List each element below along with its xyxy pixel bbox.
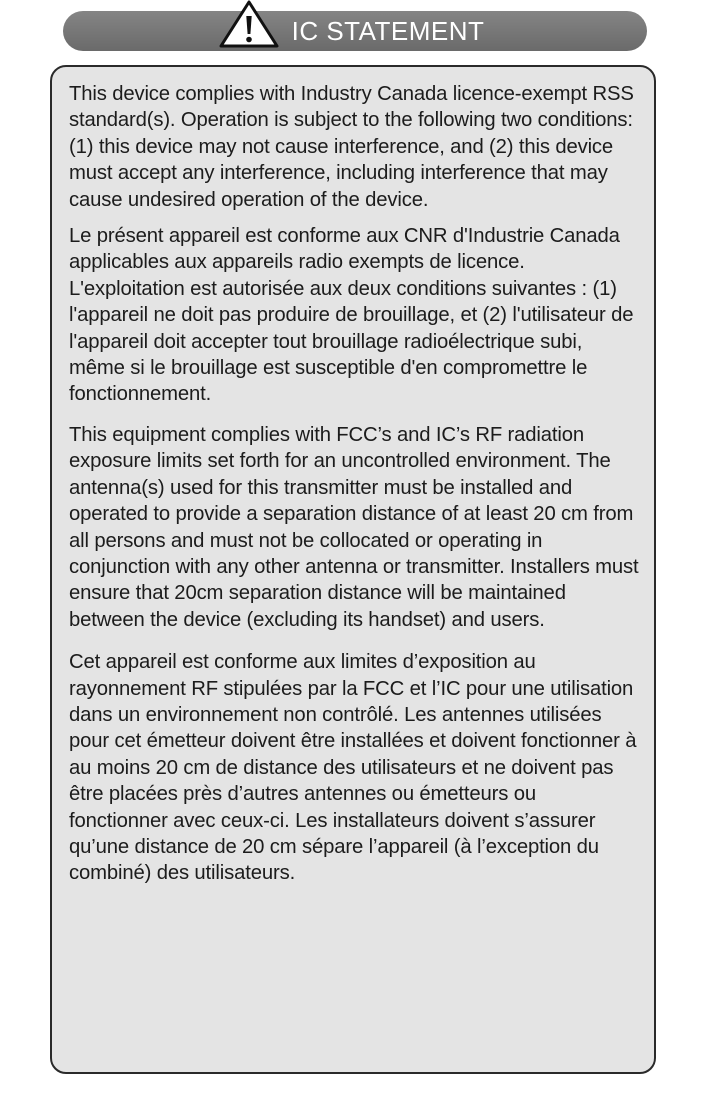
- statement-paragraph-fr-compliance: Le présent appareil est conforme aux CNR d'Industrie Canada applicables aux appareils radio exempts de licence. L'exploitation est autorisée aux deux conditions suivantes : (1) l'appareil ne doit pas produire de brouillage, et (2) l'utilisateur de l'appareil doit accepter tout brouillage radioélectrique subi, même si le brouillage est susceptible d'en compromettre le fonctionnement.: [69, 225, 634, 406]
- statement-paragraph-en-compliance: This device complies with Industry Canada licence-exempt RSS standard(s). Operation is subject to the following two conditions: (1) this device may not cause interference, and (2) this device must accept any interference, including interference that may cause undesired operation of the device.: [69, 83, 634, 211]
- warning-triangle-icon: [218, 0, 280, 49]
- statement-box: [50, 65, 656, 1074]
- section-header: [63, 11, 647, 51]
- statement-paragraph-en-rf-exposure: This equipment complies with FCC’s and IC’s RF radiation exposure limits set forth for an uncontrolled environment. The antenna(s) used for this transmitter must be installed and operated to provide a separation distance of at least 20 cm from all persons and must not be collocated or operating in conjunction with any other antenna or transmitter. Installers must ensure that 20cm separation distance will be maintained between the device (excluding its handset) and users.: [69, 423, 639, 631]
- section-title: IC STATEMENT: [291, 16, 485, 46]
- statement-paragraph-fr-rf-exposure: Cet appareil est conforme aux limites d’exposition au rayonnement RF stipulées par la FCC et l’IC pour une utilisation dans un environnement non contrôlé. Les antennes utilisées pour cet émetteur doivent être installées et doivent fonctionner à au moins 20 cm de distance des utilisateurs et ne doivent pas être placées près d’autres antennes ou émetteurs ou fonctionner avec ceux-ci. Les installateurs doivent s’assurer qu’une distance de 20 cm sépare l’appareil (à l’exception du combiné) des utilisateurs.: [69, 651, 637, 885]
- section-header-content: [218, 11, 485, 51]
